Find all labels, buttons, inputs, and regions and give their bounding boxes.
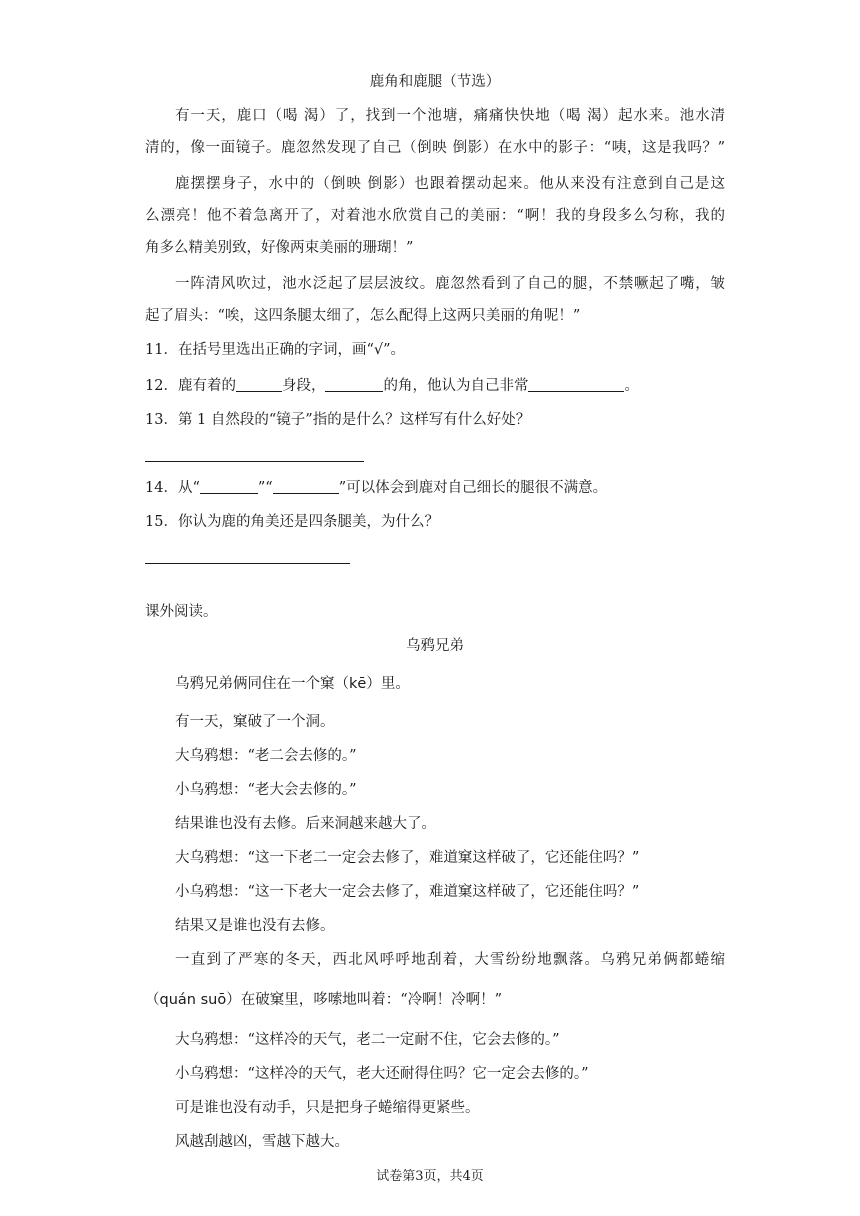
passage2-line10 [145,990,725,1010]
passage2-line3: 大乌鸦想：“老二会去修的。” [175,748,357,764]
passage1-p3-line1: 一阵清风吹过，池水泛起了层层波纹。鹿忽然看到了自己的腿，不禁噘起了嘴，皱 [175,276,725,292]
passage2-line1 [175,674,725,694]
passage1-p1-line1: 有一天，鹿口（喝 渴）了，找到一个池塘，痛痛快快地（喝 渴）起水来。池水清 [175,108,725,124]
answer-blank[interactable] [273,479,339,494]
passage2-line9: 一直到了严寒的冬天，西北风呼呼地刮着，大雪纷纷地飘落。乌鸦兄弟俩都蜷缩 [175,952,725,968]
question-15: 15．你认为鹿的角美还是四条腿美，为什么？ [145,514,439,530]
answer-blank[interactable] [528,377,624,392]
question-11: 11．在括号里选出正确的字词，画“√”。 [145,342,406,358]
question-12-text-c: 的角，他认为自己非常 [383,378,529,394]
question-15-answer-line[interactable] [145,563,350,564]
question-12-text-a: 12．鹿有着的 [145,378,236,394]
passage2-line10-text-b: ）在破窠里，哆嗦地叫着：“冷啊！冷啊！” [226,992,503,1008]
question-12-text-b: 身段， [281,378,326,394]
section-label: 课外阅读。 [145,604,218,620]
question-14-text-a: 14．从“ [145,480,200,496]
passage1-p3-line2: 起了眉头：“唉，这四条腿太细了，怎么配得上这两只美丽的角呢！” [145,308,581,324]
passage2-line13: 可是谁也没有动手，只是把身子蜷缩得更紧些。 [175,1100,480,1116]
passage2-line5: 结果谁也没有去修。后来洞越来越大了。 [175,816,436,832]
pinyin-annotation: kē [349,676,367,692]
passage1-p2-line1: 鹿摆摆身子，水中的（倒映 倒影）也跟着摆动起来。他从来没有注意到自己是这 [175,176,725,192]
question-14 [145,478,725,498]
passage2-line11: 大乌鸦想：“这样冷的天气，老二一定耐不住，它会去修的。” [175,1032,560,1048]
question-14-text-c: ”可以体会到鹿对自己细长的腿很不满意。 [338,480,608,496]
answer-blank[interactable] [200,479,258,494]
passage1-p2-line3: 角多么精美别致，好像两束美丽的珊瑚！” [145,240,414,256]
passage2-line10-text-a: （ [145,992,160,1008]
passage2-title: 乌鸦兄弟 [406,638,464,654]
question-13: 13．第 1 自然段的“镜子”指的是什么？这样写有什么好处？ [145,412,531,428]
passage2-line14: 风越刮越凶，雪越下越大。 [175,1134,349,1150]
answer-blank[interactable] [325,377,383,392]
passage2-line7: 小乌鸦想：“这一下老大一定会去修了，难道窠这样破了，它还能住吗？” [175,884,640,900]
passage2-line1-text-a: 乌鸦兄弟俩同住在一个窠（ [175,676,349,692]
passage1-p2-line2: 么漂亮！他不着急离开了，对着池水欣赏自己的美丽：“啊！我的身段多么匀称，我的 [145,208,725,224]
question-12 [145,376,725,396]
passage2-line1-text-b: ）里。 [366,676,410,692]
page-footer: 试卷第3页，共4页 [376,1169,484,1184]
question-14-text-b: ”“ [257,480,273,496]
passage2-line2: 有一天，窠破了一个洞。 [175,714,335,730]
passage2-line6: 大乌鸦想：“这一下老二一定会去修了，难道窠这样破了，它还能住吗？” [175,850,640,866]
pinyin-annotation: quán suō [159,992,227,1008]
passage2-line8: 结果又是谁也没有去修。 [175,918,335,934]
question-13-answer-line[interactable] [145,461,364,462]
question-12-text-d: 。 [624,378,639,394]
passage1-title: 鹿角和鹿腿（节选） [369,74,501,90]
passage1-p1-line2: 清的，像一面镜子。鹿忽然发现了自己（倒映 倒影）在水中的影子：“咦，这是我吗？” [145,140,725,156]
answer-blank[interactable] [236,377,282,392]
passage2-line12: 小乌鸦想：“这样冷的天气，老大还耐得住吗？它一定会去修的。” [175,1066,589,1082]
passage2-line4: 小乌鸦想：“老大会去修的。” [175,782,357,798]
